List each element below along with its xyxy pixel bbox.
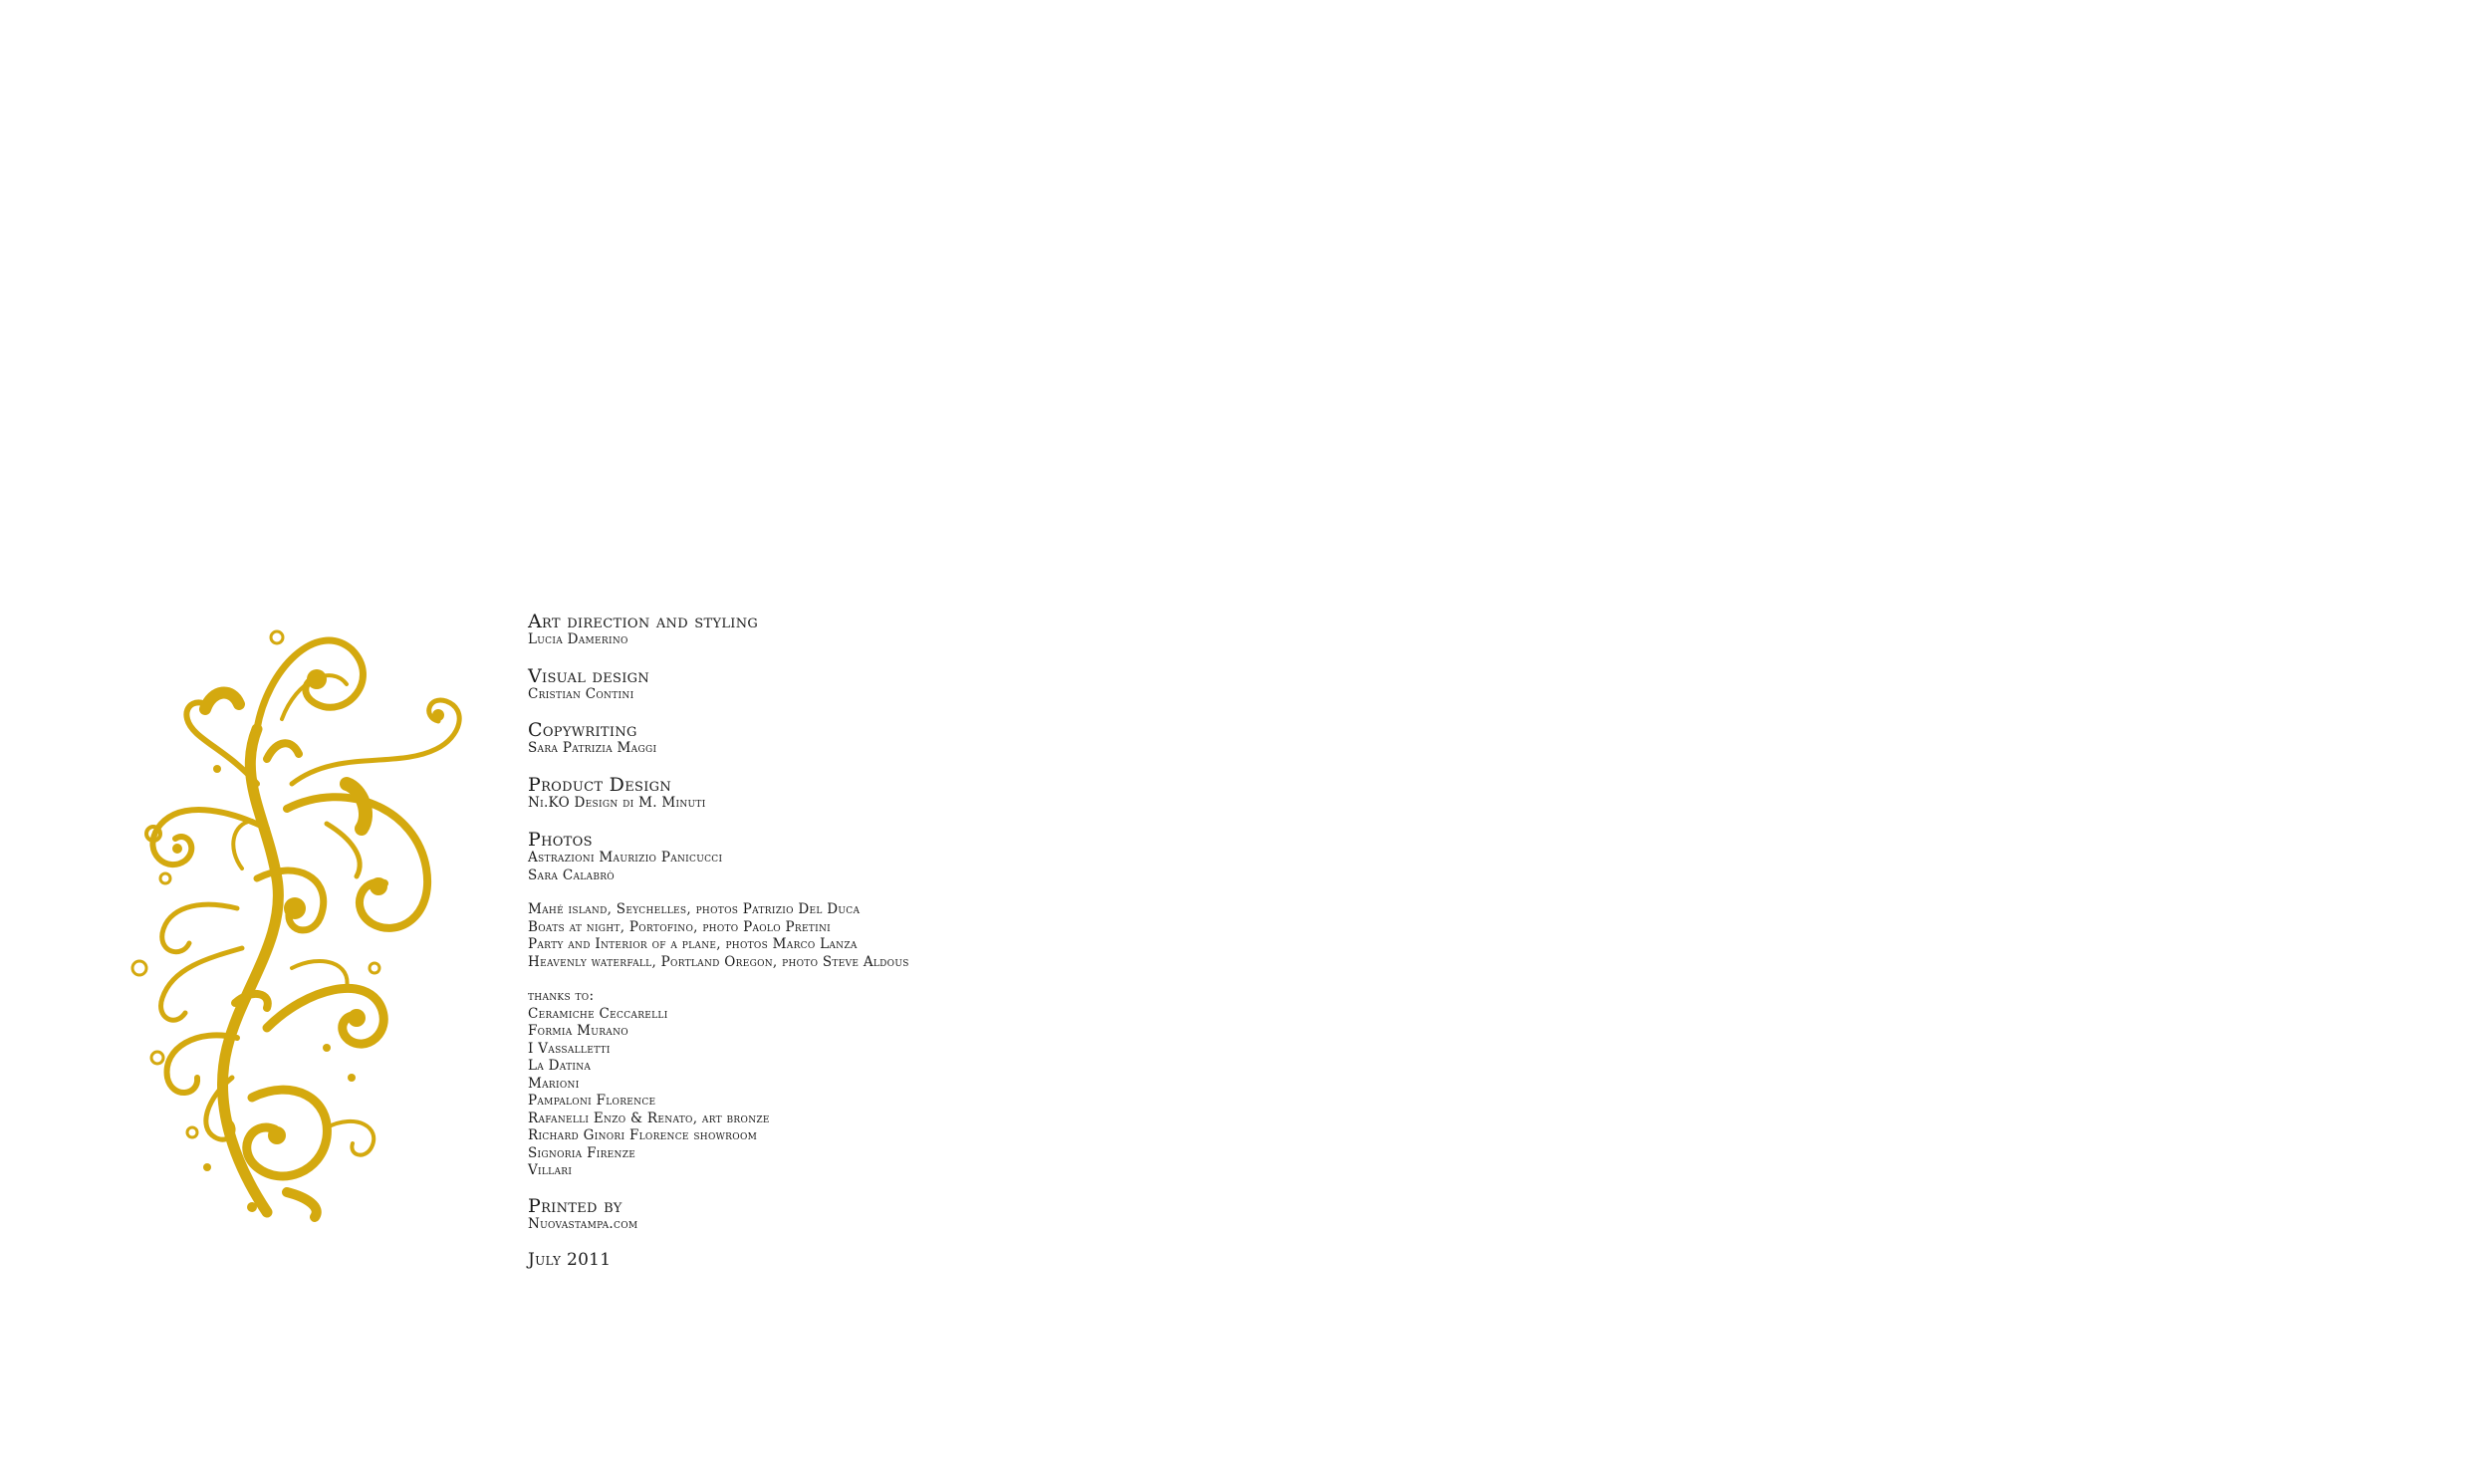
thanks-item: Pampaloni Florence xyxy=(528,1093,656,1109)
art-direction-section xyxy=(528,612,1424,649)
thanks-item: Ceramiche Ceccarelli xyxy=(528,1005,668,1022)
thanks-item: I Vassalletti xyxy=(528,1040,611,1057)
photos-name: Sara Calabrò xyxy=(528,866,615,883)
art-direction-name: Lucia Damerino xyxy=(528,631,628,647)
visual-design-section xyxy=(528,666,1424,704)
copywriting-heading: Copywriting xyxy=(528,719,637,741)
photo-credit-line: Mahé island, Seychelles, photos Patrizio Del Duca xyxy=(528,901,861,917)
thanks-item: Richard Ginori Florence showroom xyxy=(528,1127,758,1143)
thanks-section xyxy=(528,988,1424,1180)
thanks-item: La Datina xyxy=(528,1058,592,1074)
thanks-item: Signoria Firenze xyxy=(528,1144,636,1161)
thanks-item: Rafanelli Enzo & Renato, art bronze xyxy=(528,1110,770,1126)
printer-name: Nuovastampa.com xyxy=(528,1215,638,1232)
publication-date: July 2011 xyxy=(528,1250,612,1270)
photos-heading: Photos xyxy=(528,829,593,851)
visual-design-name: Cristian Contini xyxy=(528,685,634,702)
printed-section xyxy=(528,1196,1424,1234)
photo-credit-line: Party and Interior of a plane, photos Marco Lanza xyxy=(528,936,858,952)
product-design-heading: Product Design xyxy=(528,773,671,796)
photo-credit-line: Heavenly waterfall, Portland Oregon, photo Steve Aldous xyxy=(528,953,909,970)
thanks-heading: thanks to: xyxy=(528,988,595,1004)
photos-section xyxy=(528,830,1424,971)
copywriting-name: Sara Patrizia Maggi xyxy=(528,740,657,756)
gold-floral-swirl-icon xyxy=(118,610,476,1222)
credits-column xyxy=(528,612,1424,1270)
thanks-item: Marioni xyxy=(528,1075,580,1092)
copywriting-section xyxy=(528,720,1424,758)
photo-credit-line: Boats at night, Portofino, photo Paolo Pretini xyxy=(528,918,831,935)
art-direction-heading: Art direction and styling xyxy=(528,611,759,632)
visual-design-heading: Visual design xyxy=(528,664,649,687)
printed-heading: Printed by xyxy=(528,1194,622,1217)
product-design-section xyxy=(528,775,1424,813)
thanks-item: Villari xyxy=(528,1162,573,1178)
thanks-item: Formia Murano xyxy=(528,1023,628,1039)
photos-name: Astrazioni Maurizio Panicucci xyxy=(528,850,723,866)
product-design-name: Ni.KO Design di M. Minuti xyxy=(528,794,706,811)
